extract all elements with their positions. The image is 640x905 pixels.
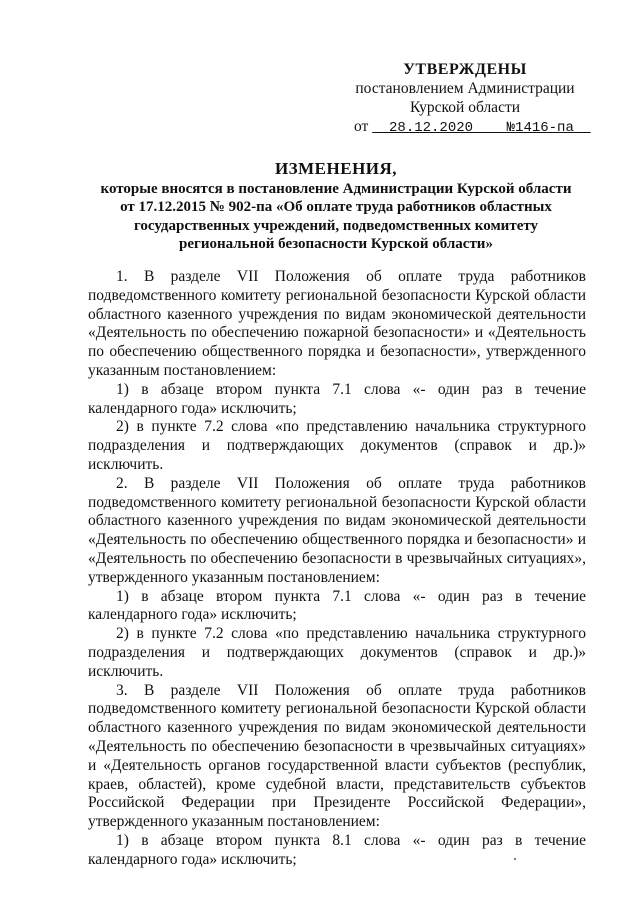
text-line: «Деятельность по обеспечению общественного порядка и безопасности» и: [88, 531, 586, 549]
approval-date-line: [340, 117, 590, 138]
text-line: «Деятельность по обеспечению пожарной безопасности» и «Деятельность: [88, 324, 586, 342]
document-heading: [88, 160, 584, 254]
heading-line: региональной безопасности Курской области»: [179, 236, 493, 252]
text-line: 1) в абзаце втором пункта 7.1 слова «- один раз в течение: [116, 380, 586, 398]
approval-number: №1416-па: [506, 120, 574, 136]
text-line: областного казенного учреждения по видам экономической деятельности: [88, 512, 586, 530]
heading-line: которые вносятся в постановление Администрации Курской области: [100, 180, 572, 197]
text-line: по обеспечению общественного порядка и безопасности», утвержденного: [88, 343, 586, 361]
text-line: «Деятельность по обеспечению безопасности в чрезвычайных ситуациях»: [88, 737, 586, 755]
text-line: 1. В разделе VII Положения об оплате труда работников: [116, 268, 586, 285]
text-line: подразделения и подтверждающих документов (справок и др.)»: [88, 643, 586, 661]
text-line: 1) в абзаце втором пункта 8.1 слова «- один раз в течение: [116, 831, 586, 849]
document-body: [88, 268, 586, 870]
approval-title: УТВЕРЖДЕНЫ: [403, 61, 527, 78]
approval-date: 28.12.2020: [389, 120, 474, 136]
text-line: областного казенного учреждения по видам экономической деятельности: [88, 719, 586, 737]
heading-line: государственных учреждений, подведомственных комитету: [133, 217, 539, 234]
text-line: подведомственного комитету региональной безопасности Курской области: [88, 700, 586, 718]
date-prefix: от: [354, 118, 369, 135]
text-line: 3. В разделе VII Положения об оплате труда работников: [116, 681, 586, 699]
text-line: календарного года» исключить;: [88, 606, 297, 624]
approval-block: [340, 60, 590, 138]
text-line: краев, областей), кроме судебной власти, представительств субъектов: [88, 775, 586, 793]
approval-line-2: Курской области: [409, 99, 521, 116]
text-line: 2) в пункте 7.2 слова «по представлению начальника структурного: [116, 625, 586, 643]
text-line: утвержденного указанным постановлением:: [88, 568, 380, 586]
text-line: и «Деятельность органов государственной власти субъектов (республик,: [88, 756, 586, 774]
text-line: Российской Федерации при Президенте Российской Федерации»,: [88, 794, 586, 812]
text-line: подведомственного комитету региональной безопасности Курской области: [88, 286, 586, 304]
text-line: указанным постановлением:: [88, 361, 277, 379]
text-line: подведомственного комитету региональной безопасности Курской области: [88, 493, 586, 511]
heading-title: ИЗМЕНЕНИЯ,: [274, 159, 398, 178]
heading-line: от 17.12.2015 № 902-па «Об оплате труда работников областных: [120, 199, 552, 215]
text-line: исключить.: [88, 662, 164, 680]
text-line: областного казенного учреждения по видам экономической деятельности: [88, 305, 586, 323]
text-line: утвержденного указанным постановлением:: [88, 813, 380, 831]
text-line: календарного года» исключить;: [88, 850, 297, 868]
text-line: 1) в абзаце втором пункта 7.1 слова «- один раз в течение: [116, 587, 586, 605]
text-line: «Деятельность по обеспечению безопасности в чрезвычайных ситуациях»,: [88, 549, 586, 567]
scan-speck: [514, 858, 516, 860]
text-line: календарного года» исключить;: [88, 399, 297, 417]
text-line: исключить.: [88, 455, 164, 473]
text-line: подразделения и подтверждающих документов (справок и др.)»: [88, 437, 586, 455]
approval-line-1: постановлением Администрации: [355, 80, 575, 97]
text-line: 2) в пункте 7.2 слова «по представлению начальника структурного: [116, 418, 586, 436]
text-line: 2. В разделе VII Положения об оплате труда работников: [116, 474, 586, 492]
